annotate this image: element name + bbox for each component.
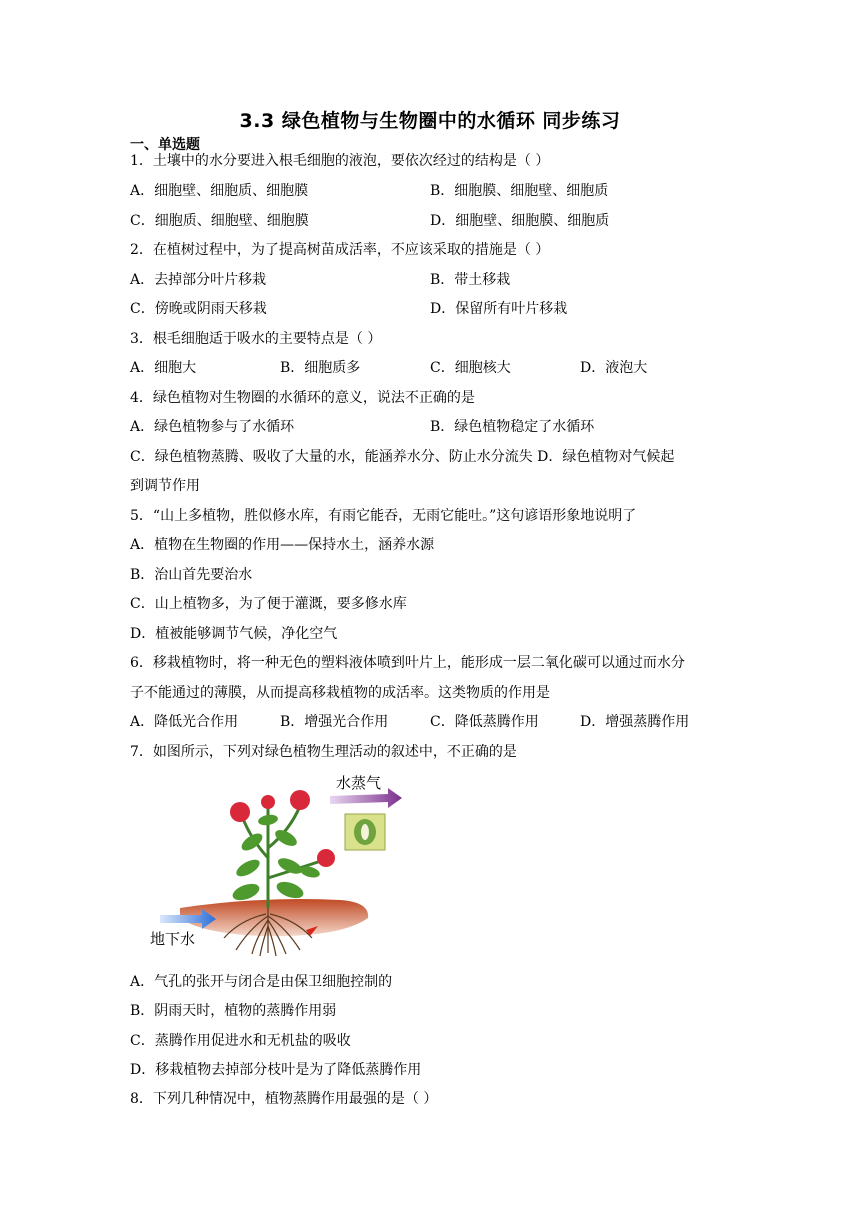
question-7-stem: 7．如图所示，下列对绿色植物生理活动的叙述中，不正确的是 — [130, 744, 517, 760]
question-5-option-d: D．植被能够调节气候，净化空气 — [130, 626, 338, 642]
question-4-stem: 4．绿色植物对生物圈的水循环的意义，说法不正确的是 — [130, 390, 475, 406]
question-3-option-a: A．细胞大 — [130, 360, 197, 376]
question-6-stem-line2: 子不能通过的薄膜，从而提高移栽植物的成活率。这类物质的作用是 — [130, 685, 550, 701]
question-3-option-b: B．细胞质多 — [280, 360, 361, 376]
question-3-option-c: C．细胞核大 — [430, 360, 511, 376]
question-4-option-cd-line2: 到调节作用 — [130, 478, 200, 494]
question-2-option-a: A．去掉部分叶片移栽 — [130, 272, 267, 288]
question-6-option-d: D．增强蒸腾作用 — [580, 714, 690, 730]
question-2-option-d: D．保留所有叶片移栽 — [430, 301, 568, 317]
plant-leaves — [230, 813, 321, 903]
question-6-option-b: B．增强光合作用 — [280, 714, 389, 730]
question-2-option-b: B．带土移栽 — [430, 272, 511, 288]
question-6-stem-line1: 6．移栽植物时，将一种无色的塑料液体喷到叶片上，能形成一层二氧化碳可以通过而水分 — [130, 655, 685, 671]
question-1-option-c: C．细胞质、细胞壁、细胞膜 — [130, 213, 309, 229]
question-3-stem: 3．根毛细胞适于吸水的主要特点是（ ） — [130, 331, 382, 347]
question-5-option-b: B．治山首先要治水 — [130, 567, 253, 583]
question-4-option-cd-line1: C．绿色植物蒸腾、吸收了大量的水，能涵养水分、防止水分流失 D．绿色植物对气候起 — [130, 449, 675, 465]
question-6-option-c: C．降低蒸腾作用 — [430, 714, 539, 730]
plant-transpiration-figure — [140, 768, 410, 958]
question-8-stem: 8．下列几种情况中，植物蒸腾作用最强的是（ ） — [130, 1091, 438, 1107]
question-4-option-b: B．绿色植物稳定了水循环 — [430, 419, 595, 435]
question-7-option-a: A．气孔的张开与闭合是由保卫细胞控制的 — [130, 974, 393, 990]
groundwater-label: 地下水 — [150, 930, 196, 948]
question-5-option-c: C．山上植物多，为了便于灌溉，要多修水库 — [130, 596, 407, 612]
vapor-label: 水蒸气 — [336, 774, 382, 792]
question-7-option-c: C．蒸腾作用促进水和无机盐的吸收 — [130, 1033, 351, 1049]
question-1-option-d: D．细胞壁、细胞膜、细胞质 — [430, 213, 610, 229]
question-1-option-a: A．细胞壁、细胞质、细胞膜 — [130, 183, 309, 199]
question-1-option-b: B．细胞膜、细胞壁、细胞质 — [430, 183, 609, 199]
plant-flowers — [230, 790, 335, 867]
question-5-stem: 5．“山上多植物，胜似修水库，有雨它能吞，无雨它能吐。”这句谚语形象地说明了 — [130, 508, 637, 524]
stomata-inset — [345, 814, 385, 850]
section-heading: 一、单选题 — [130, 137, 200, 153]
question-2-option-c: C．傍晚或阴雨天移栽 — [130, 301, 267, 317]
question-2-stem: 2．在植树过程中，为了提高树苗成活率，不应该采取的措施是（ ） — [130, 242, 550, 258]
question-6-option-a: A．降低光合作用 — [130, 714, 239, 730]
question-7-option-b: B．阴雨天时，植物的蒸腾作用弱 — [130, 1003, 337, 1019]
question-7-option-d: D．移栽植物去掉部分枝叶是为了降低蒸腾作用 — [130, 1062, 422, 1078]
page-title: 3.3 绿色植物与生物圈中的水循环 同步练习 — [239, 110, 621, 132]
question-5-option-a: A．植物在生物圈的作用——保持水土，涵养水源 — [130, 537, 435, 553]
question-1-stem: 1．土壤中的水分要进入根毛细胞的液泡，要依次经过的结构是（ ） — [130, 153, 550, 169]
question-3-option-d: D．液泡大 — [580, 360, 648, 376]
question-4-option-a: A．绿色植物参与了水循环 — [130, 419, 295, 435]
